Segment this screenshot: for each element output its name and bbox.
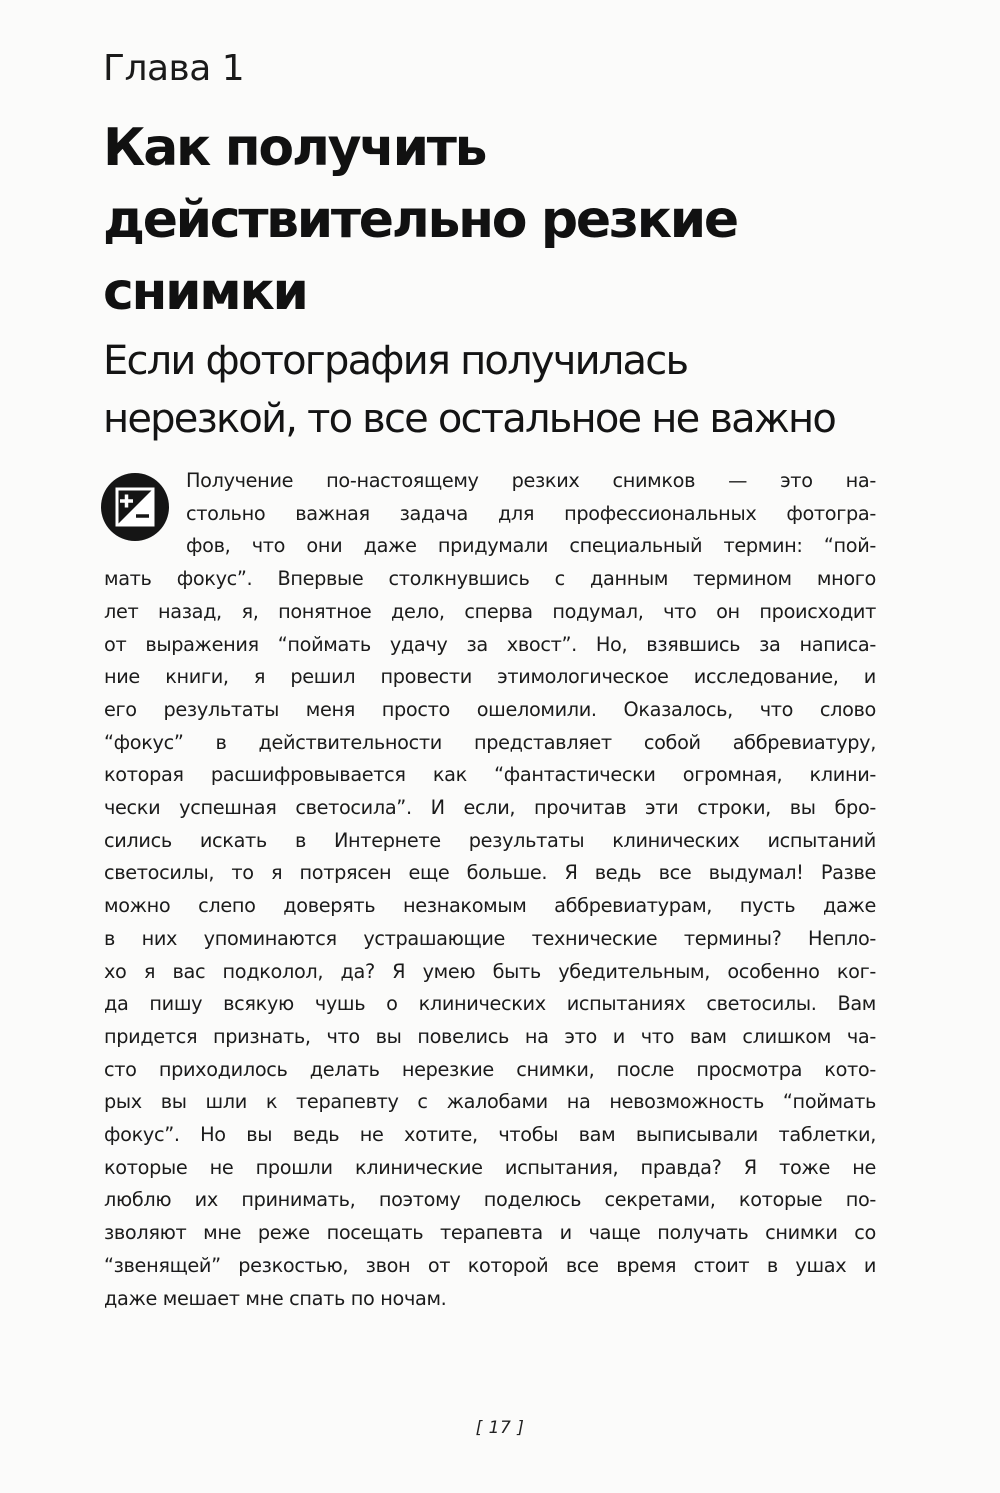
text-line: сто приходилось делать нерезкие снимки, после просмотра кото- — [104, 1057, 876, 1081]
text-line: зволяют мне реже посещать терапевта и чаще получать снимки со — [104, 1221, 876, 1245]
chapter-label: Глава 1 — [103, 48, 245, 89]
text-line: мать фокус”. Впервые столкнувшись с данным термином много — [104, 567, 876, 591]
chapter-subtitle — [103, 332, 923, 448]
text-line: хо я вас подколол, да? Я умею быть убедительным, особенно ког- — [104, 959, 876, 983]
text-line: его результаты меня просто ошеломили. Оказалось, что слово — [104, 697, 876, 721]
text-line: в них упоминаются устрашающие технические термины? Непло- — [104, 926, 876, 950]
text-line: фокус”. Но вы ведь не хотите, чтобы вам выписывали таблетки, — [104, 1123, 876, 1147]
chapter-title-line: Как получить — [103, 118, 486, 178]
chapter-subtitle-line: нерезкой, то все остальное не важно — [103, 396, 836, 442]
text-line: ние книги, я решил провести этимологическое исследование, и — [104, 665, 876, 689]
text-line: лет назад, я, понятное дело, сперва подумал, что он происходит — [104, 599, 876, 623]
text-line: “фокус” в действительности представляет собой аббревиатуру, — [104, 730, 876, 754]
text-line: фов, что они даже придумали специальный термин: “пой- — [186, 534, 876, 558]
text-line: которые не прошли клинические испытания, правда? Я тоже не — [104, 1155, 876, 1179]
chapter-title-line: снимки — [103, 262, 307, 322]
text-line: да пишу всякую чушь о клинических испытаниях светосилы. Вам — [104, 992, 876, 1016]
text-line: чески успешная светосила”. И если, прочитав эти строки, вы бро- — [104, 796, 876, 820]
text-line: можно слепо доверять незнакомым аббревиатурам, пусть даже — [104, 894, 876, 918]
text-line: от выражения “поймать удачу за хвост”. Но, взявшись за написа- — [104, 632, 876, 656]
text-line: рых вы шли к терапевту с жалобами на невозможность “поймать — [104, 1090, 876, 1114]
chapter-subtitle-line: Если фотография получилась — [103, 338, 688, 384]
text-line: “звенящей” резкостью, звон от которой все время стоит в ушах и — [104, 1253, 876, 1277]
text-line: светосилы, то я потрясен еще больше. Я ведь все выдумал! Разве — [104, 861, 876, 885]
text-line: люблю их принимать, поэтому поделюсь секретами, которые по- — [104, 1188, 876, 1212]
page-number: [ 17 ] — [475, 1418, 525, 1438]
text-line: стольно важная задача для профессиональных фотогра- — [186, 501, 876, 525]
chapter-title — [103, 112, 903, 328]
text-line: придется признать, что вы повелись на это и что вам слишком ча- — [104, 1024, 876, 1048]
text-line: даже мешает мне спать по ночам. — [104, 1286, 447, 1310]
text-line: которая расшифровывается как “фантастически огромная, клини- — [104, 763, 876, 787]
chapter-title-line: действительно резкие — [103, 190, 737, 250]
text-line: Получение по-настоящему резких снимков — это на- — [186, 469, 876, 492]
text-line: сились искать в Интернете результаты клинических испытаний — [104, 828, 876, 852]
body-paragraph — [104, 465, 876, 1315]
